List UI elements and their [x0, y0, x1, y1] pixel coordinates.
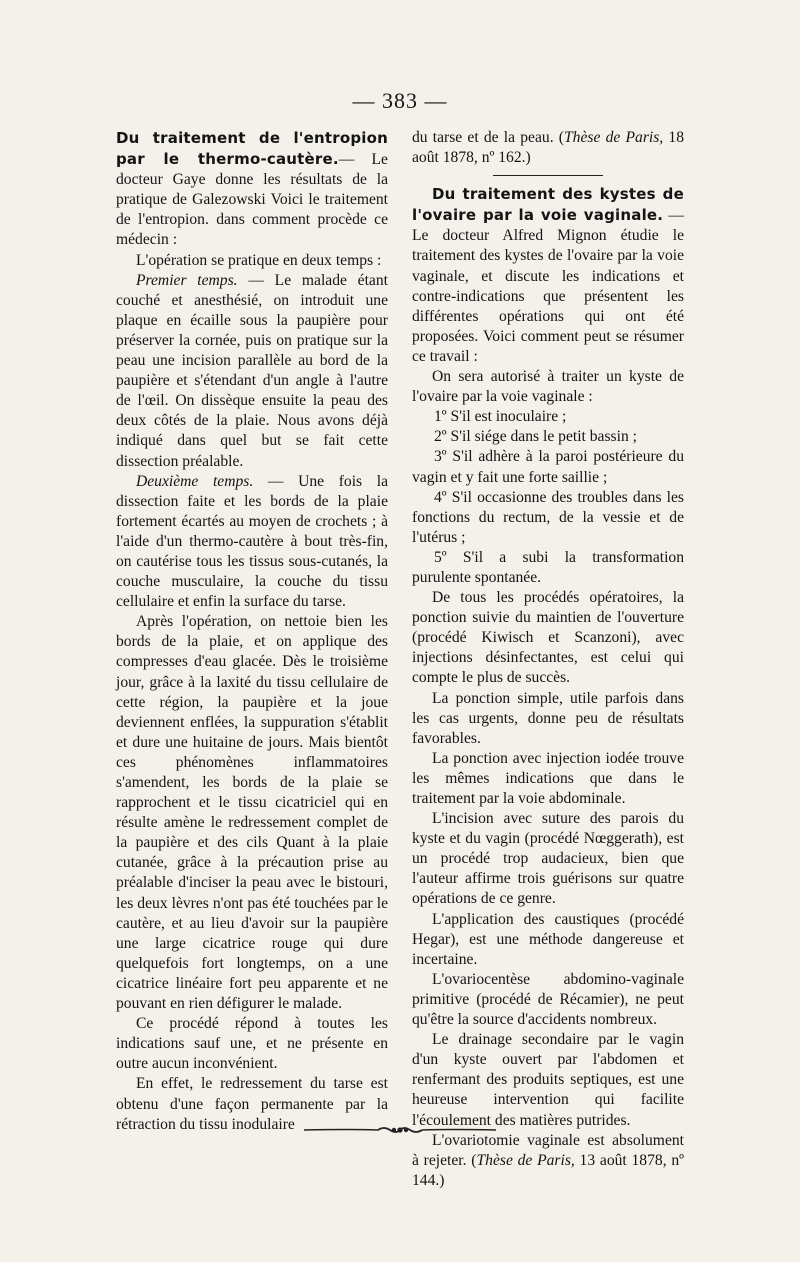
- right-article-intro: — Le docteur Alfred Mignon étudie le traitement des kystes de l'ovaire par la voie vaginale, et discute les indications et contre-indications que présentent les différentes opérations qui ont été proposées. Voici comment peut se résumer ce travail :: [412, 207, 684, 365]
- list-item: 1º S'il est inoculaire ;: [434, 408, 567, 426]
- right-paragraph: De tous les procédés opératoires, la ponction suivie du maintien de l'ouverture (procédé Kiwisch et Scanzoni), avec injections désinfectantes, est celui qui compte le plus de succès.: [412, 589, 684, 687]
- right-paragraph: [412, 1131, 684, 1191]
- final-citation: Thèse de Paris,: [476, 1151, 575, 1169]
- right-article: [412, 184, 684, 367]
- right-paragraph: L'incision avec suture des parois du kyste et du vagin (procédé Nœggerath), est un procédé trop audacieux, bien que l'auteur affirme trois guérisons sur quatre opérations de ce genre.: [412, 810, 684, 908]
- right-paragraph: L'application des caustiques (procédé Hegar), est une méthode dangereuse et incertaine.: [412, 910, 684, 968]
- final-text: L'ovariotomie vaginale est absolument à rejeter. (: [412, 1131, 684, 1169]
- right-paragraph: L'ovariocentèse abdomino-vaginale primitive (procédé de Récamier), ne peut qu'être la source d'accidents nombreux.: [412, 970, 684, 1029]
- left-article-intro: — Le docteur Gaye donne les résultats de la pratique de Galezowski Voici le traitement de l'entropion. dans comment procède ce médecin :: [116, 151, 388, 249]
- list-item: 4º S'il occasionne des troubles dans les fonctions du rectum, de la vessie et de l'utérus ;: [412, 488, 684, 546]
- right-paragraph: Le drainage secondaire par le vagin d'un kyste ouvert par l'abdomen et renfermant des produits septiques, est une heureuse intervention qui facilite l'écoulement des matières putrides.: [412, 1031, 684, 1129]
- continuation-text: du tarse et de la peau. (: [412, 129, 564, 146]
- left-paragraph: Après l'opération, on nettoie bien les bords de la plaie, et on applique des compresses d'eau glacée. Dès le troisième jour, grâce à la laxité du tissu cellulaire de cette région, la paupière et la joue deviennent enflées, la suppuration s'établit et dure une huitaine de jours. Mais bientôt ces phénomènes inflammatoires s'amendent, les bords de la plaie se rapprochent et le tissu cicatriciel qui en résulte amène le redressement complet de la paupière et des cils Quant à la plaie cutanée, grâce à la précaution prise au préalable d'inciser la peau avec le bistouri, les deux lèvres n'ont pas été touchées par le cautère, et au lieu d'avoir sur la paupière une large cicatrice rouge qui dure quelquefois fort longtemps, on a une cicatrice linéaire fort peu apparente et ne pouvant en rien défigurer le malade.: [116, 613, 388, 1013]
- page-number: — 383 —: [352, 88, 448, 113]
- left-paragraph: [116, 472, 388, 613]
- left-article-heading: Du traitement de l'entropion par le thermo-cautère.: [116, 129, 388, 169]
- article-separator: [493, 175, 603, 176]
- indication-list: [412, 407, 684, 588]
- continuation-citation: Thèse de Paris,: [564, 129, 664, 146]
- right-continuation: [412, 128, 684, 168]
- right-paragraph: La ponction avec injection iodée trouve les mêmes indications que dans le traitement par la voie abdominale.: [412, 749, 684, 807]
- list-item: 5º S'il a subi la transformation purulente spontanée.: [412, 548, 684, 586]
- left-paragraph: Ce procédé répond à toutes les indications sauf une, et ne présente en outre aucun inconvénient.: [116, 1015, 388, 1073]
- left-column: [116, 128, 388, 1135]
- first-step-label: Premier temps.: [136, 271, 238, 289]
- left-paragraph: L'opération se pratique en deux temps :: [136, 251, 382, 269]
- final-tail: 13 août 1878, nº 144.): [412, 1151, 684, 1189]
- first-step-text: — Le malade étant couché et anesthésié, on introduit une plaque en écaille sous la paupière pour préserver la cornée, puis on pratique sur la peau une incision parallèle au bord de la paupière et s'étendant d'un angle à l'autre de l'œil. On dissèque ensuite la peau des deux côtés de la plaie. Nous avons déjà indiqué dans quel but se fait cette dissection préalable.: [116, 271, 388, 470]
- right-article-heading: Du traitement des kystes de l'ovaire par la voie vaginale.: [412, 185, 684, 225]
- right-paragraph: On sera autorisé à traiter un kyste de l'ovaire par la voie vaginale :: [412, 368, 684, 406]
- continuation-tail: 18 août 1878, nº 162.): [412, 129, 684, 167]
- list-item: 3º S'il adhère à la paroi postérieure du vagin et y fait une forte saillie ;: [412, 448, 684, 486]
- end-ornament-icon: [300, 1124, 500, 1136]
- left-article: [116, 128, 388, 251]
- right-paragraph: La ponction simple, utile parfois dans les cas urgents, donne peu de résultats favorables.: [412, 689, 684, 747]
- right-column: [412, 128, 684, 1191]
- left-paragraph: [116, 271, 388, 472]
- second-step-text: — Une fois la dissection faite et les bords de la plaie fortement écartés au moyen de crochets ; à l'aide d'un thermo-cautère à bout très-fin, on cautérise tous les tissus sous-cutanés, la couche musculaire, la couche du tissu cellulaire et enfin la surface du tarse.: [116, 472, 388, 611]
- list-item: 2º S'il siége dans le petit bassin ;: [434, 428, 637, 446]
- second-step-label: Deuxième temps.: [136, 472, 254, 490]
- left-paragraph: En effet, le redressement du tarse est obtenu d'une façon permanente par la rétraction du tissu inodulaire: [116, 1075, 388, 1133]
